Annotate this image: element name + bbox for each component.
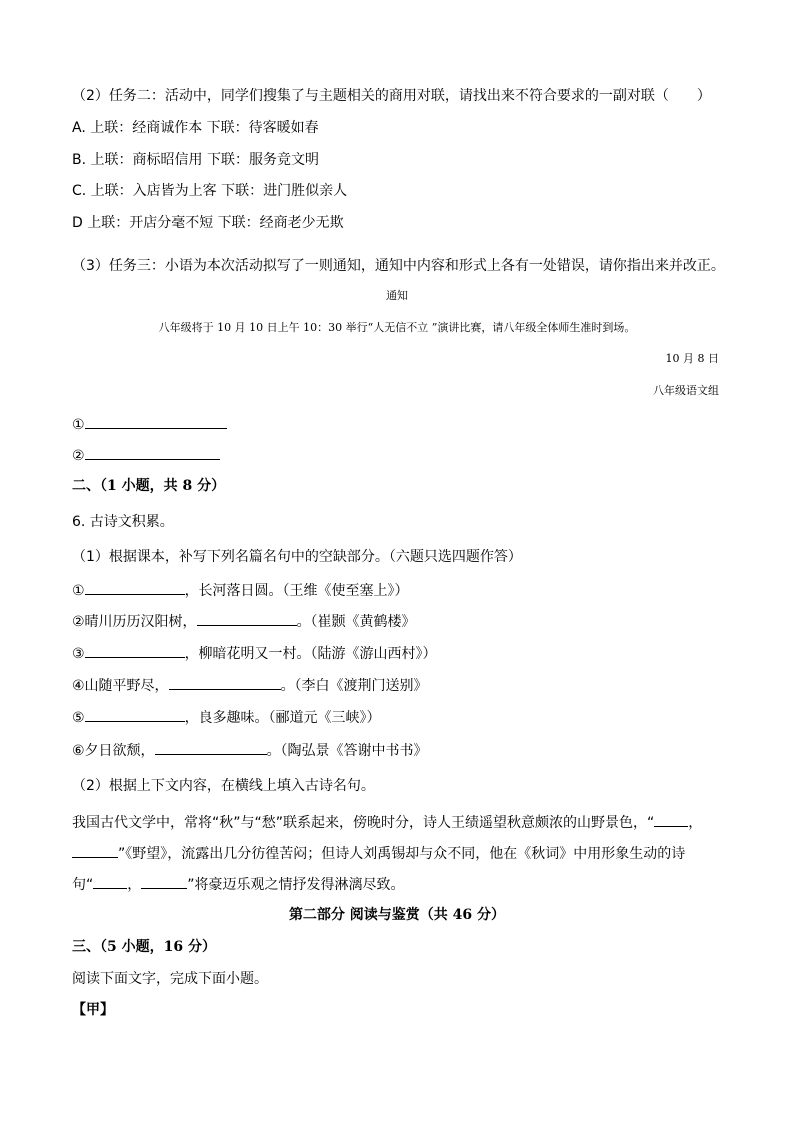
poem-line-1-after: ，长河落日圆。（王维《使至塞上》） xyxy=(184,583,409,599)
q6-part1: （1）根据课本，补写下列名篇名句中的空缺部分。（六题只选四题作答） xyxy=(72,549,522,565)
para-line-3-sep: ， xyxy=(127,877,142,893)
label-jia: 【甲】 xyxy=(72,1002,114,1018)
para-line-2-text: ”《野望》，流露出几分彷徨苦闷；但诗人刘禹锡却与众不同，他在《秋词》中用形象生动的诗 xyxy=(118,846,686,862)
section2-heading: 二、（1 小题，共 8 分） xyxy=(72,478,226,494)
poem-line-5 xyxy=(72,707,381,728)
task2-option-d: D 上联：开店分毫不短 下联：经商老少无欺 xyxy=(72,215,344,231)
task3-question: （3）任务三：小语为本次活动拟写了一则通知，通知中内容和形式上各有一处错误，请你指出来并改正。 xyxy=(72,258,725,274)
poem-line-5-after: ，良多趣味。（郦道元《三峡》） xyxy=(184,710,381,726)
para-line-1-text: 我国古代文学中，常将“秋”与“愁”联系起来，傍晚时分，诗人王绩遥望秋意颇浓的山野景色，“ xyxy=(72,815,655,831)
notice-body: 八年级将于 10 月 10 日上午 10：30 举行“人无信不立 ”演讲比赛，请八年级全体师生准时到场。 xyxy=(158,321,636,334)
reading-instruction: 阅读下面文字，完成下面小题。 xyxy=(72,971,268,987)
poem-line-2-after: 。（崔颢《黄鹤楼》 xyxy=(296,614,416,630)
poem-line-3-before: ③ xyxy=(72,646,85,662)
task2-question: （2）任务二：活动中，同学们搜集了与主题相关的商用对联，请找出来不符合要求的一副对联（ ） xyxy=(72,88,711,104)
poem-line-4-blank[interactable] xyxy=(169,675,281,690)
answer-1-marker: ① xyxy=(72,417,85,433)
section3-heading: 三、（5 小题，16 分） xyxy=(72,939,216,955)
para-blank-4[interactable] xyxy=(141,874,187,889)
poem-line-6 xyxy=(72,740,428,761)
q6-part2: （2）根据上下文内容，在横线上填入古诗名句。 xyxy=(72,778,375,794)
poem-line-1-blank[interactable] xyxy=(85,580,185,595)
answer-2-blank[interactable] xyxy=(85,445,220,460)
poem-line-4-before: ④山随平野尽， xyxy=(72,678,169,694)
poem-line-5-before: ⑤ xyxy=(72,710,85,726)
para-line-1-sep: ， xyxy=(688,815,703,831)
notice-signature: 八年级语文组 xyxy=(653,384,719,397)
poem-line-6-before: ⑥夕日欲颓， xyxy=(72,743,155,759)
para-line-1 xyxy=(72,812,702,833)
part2-heading: 第二部分 阅读与鉴赏（共 46 分） xyxy=(288,907,506,923)
poem-line-2 xyxy=(72,611,416,632)
answer-2-marker: ② xyxy=(72,448,85,464)
para-line-3-open: 句“ xyxy=(72,877,94,893)
answer-line-1 xyxy=(72,414,227,435)
para-line-2 xyxy=(72,843,685,864)
poem-line-6-blank[interactable] xyxy=(155,740,267,755)
q6-title: 6. 古诗文积累。 xyxy=(72,514,174,530)
poem-line-4 xyxy=(72,675,428,696)
poem-line-3 xyxy=(72,643,437,664)
poem-line-1 xyxy=(72,580,409,601)
poem-line-4-after: 。（李白《渡荆门送别》 xyxy=(280,678,428,694)
para-blank-2[interactable] xyxy=(72,843,118,858)
poem-line-2-before: ②晴川历历汉阳树， xyxy=(72,614,197,630)
poem-line-6-after: 。（陶弘景《答谢中书书》 xyxy=(266,743,428,759)
poem-line-3-blank[interactable] xyxy=(85,643,185,658)
poem-line-2-blank[interactable] xyxy=(197,611,297,626)
para-blank-3[interactable] xyxy=(93,874,127,889)
poem-line-3-after: ，柳暗花明又一村。（陆游《游山西村》） xyxy=(184,646,437,662)
poem-line-1-before: ① xyxy=(72,583,85,599)
task2-option-b: B. 上联：商标昭信用 下联：服务竞文明 xyxy=(72,152,319,168)
notice-title: 通知 xyxy=(386,289,408,302)
poem-line-5-blank[interactable] xyxy=(85,707,185,722)
para-line-3-close: ”将豪迈乐观之情抒发得淋漓尽致。 xyxy=(187,877,405,893)
answer-1-blank[interactable] xyxy=(85,414,227,429)
notice-date: 10 月 8 日 xyxy=(665,352,719,365)
para-blank-1[interactable] xyxy=(654,812,688,827)
task2-option-c: C. 上联：入店皆为上客 下联：进门胜似亲人 xyxy=(72,183,348,199)
answer-line-2 xyxy=(72,445,220,466)
para-line-3 xyxy=(72,874,405,895)
task2-option-a: A. 上联：经商诚作本 下联：待客暖如春 xyxy=(72,120,319,136)
